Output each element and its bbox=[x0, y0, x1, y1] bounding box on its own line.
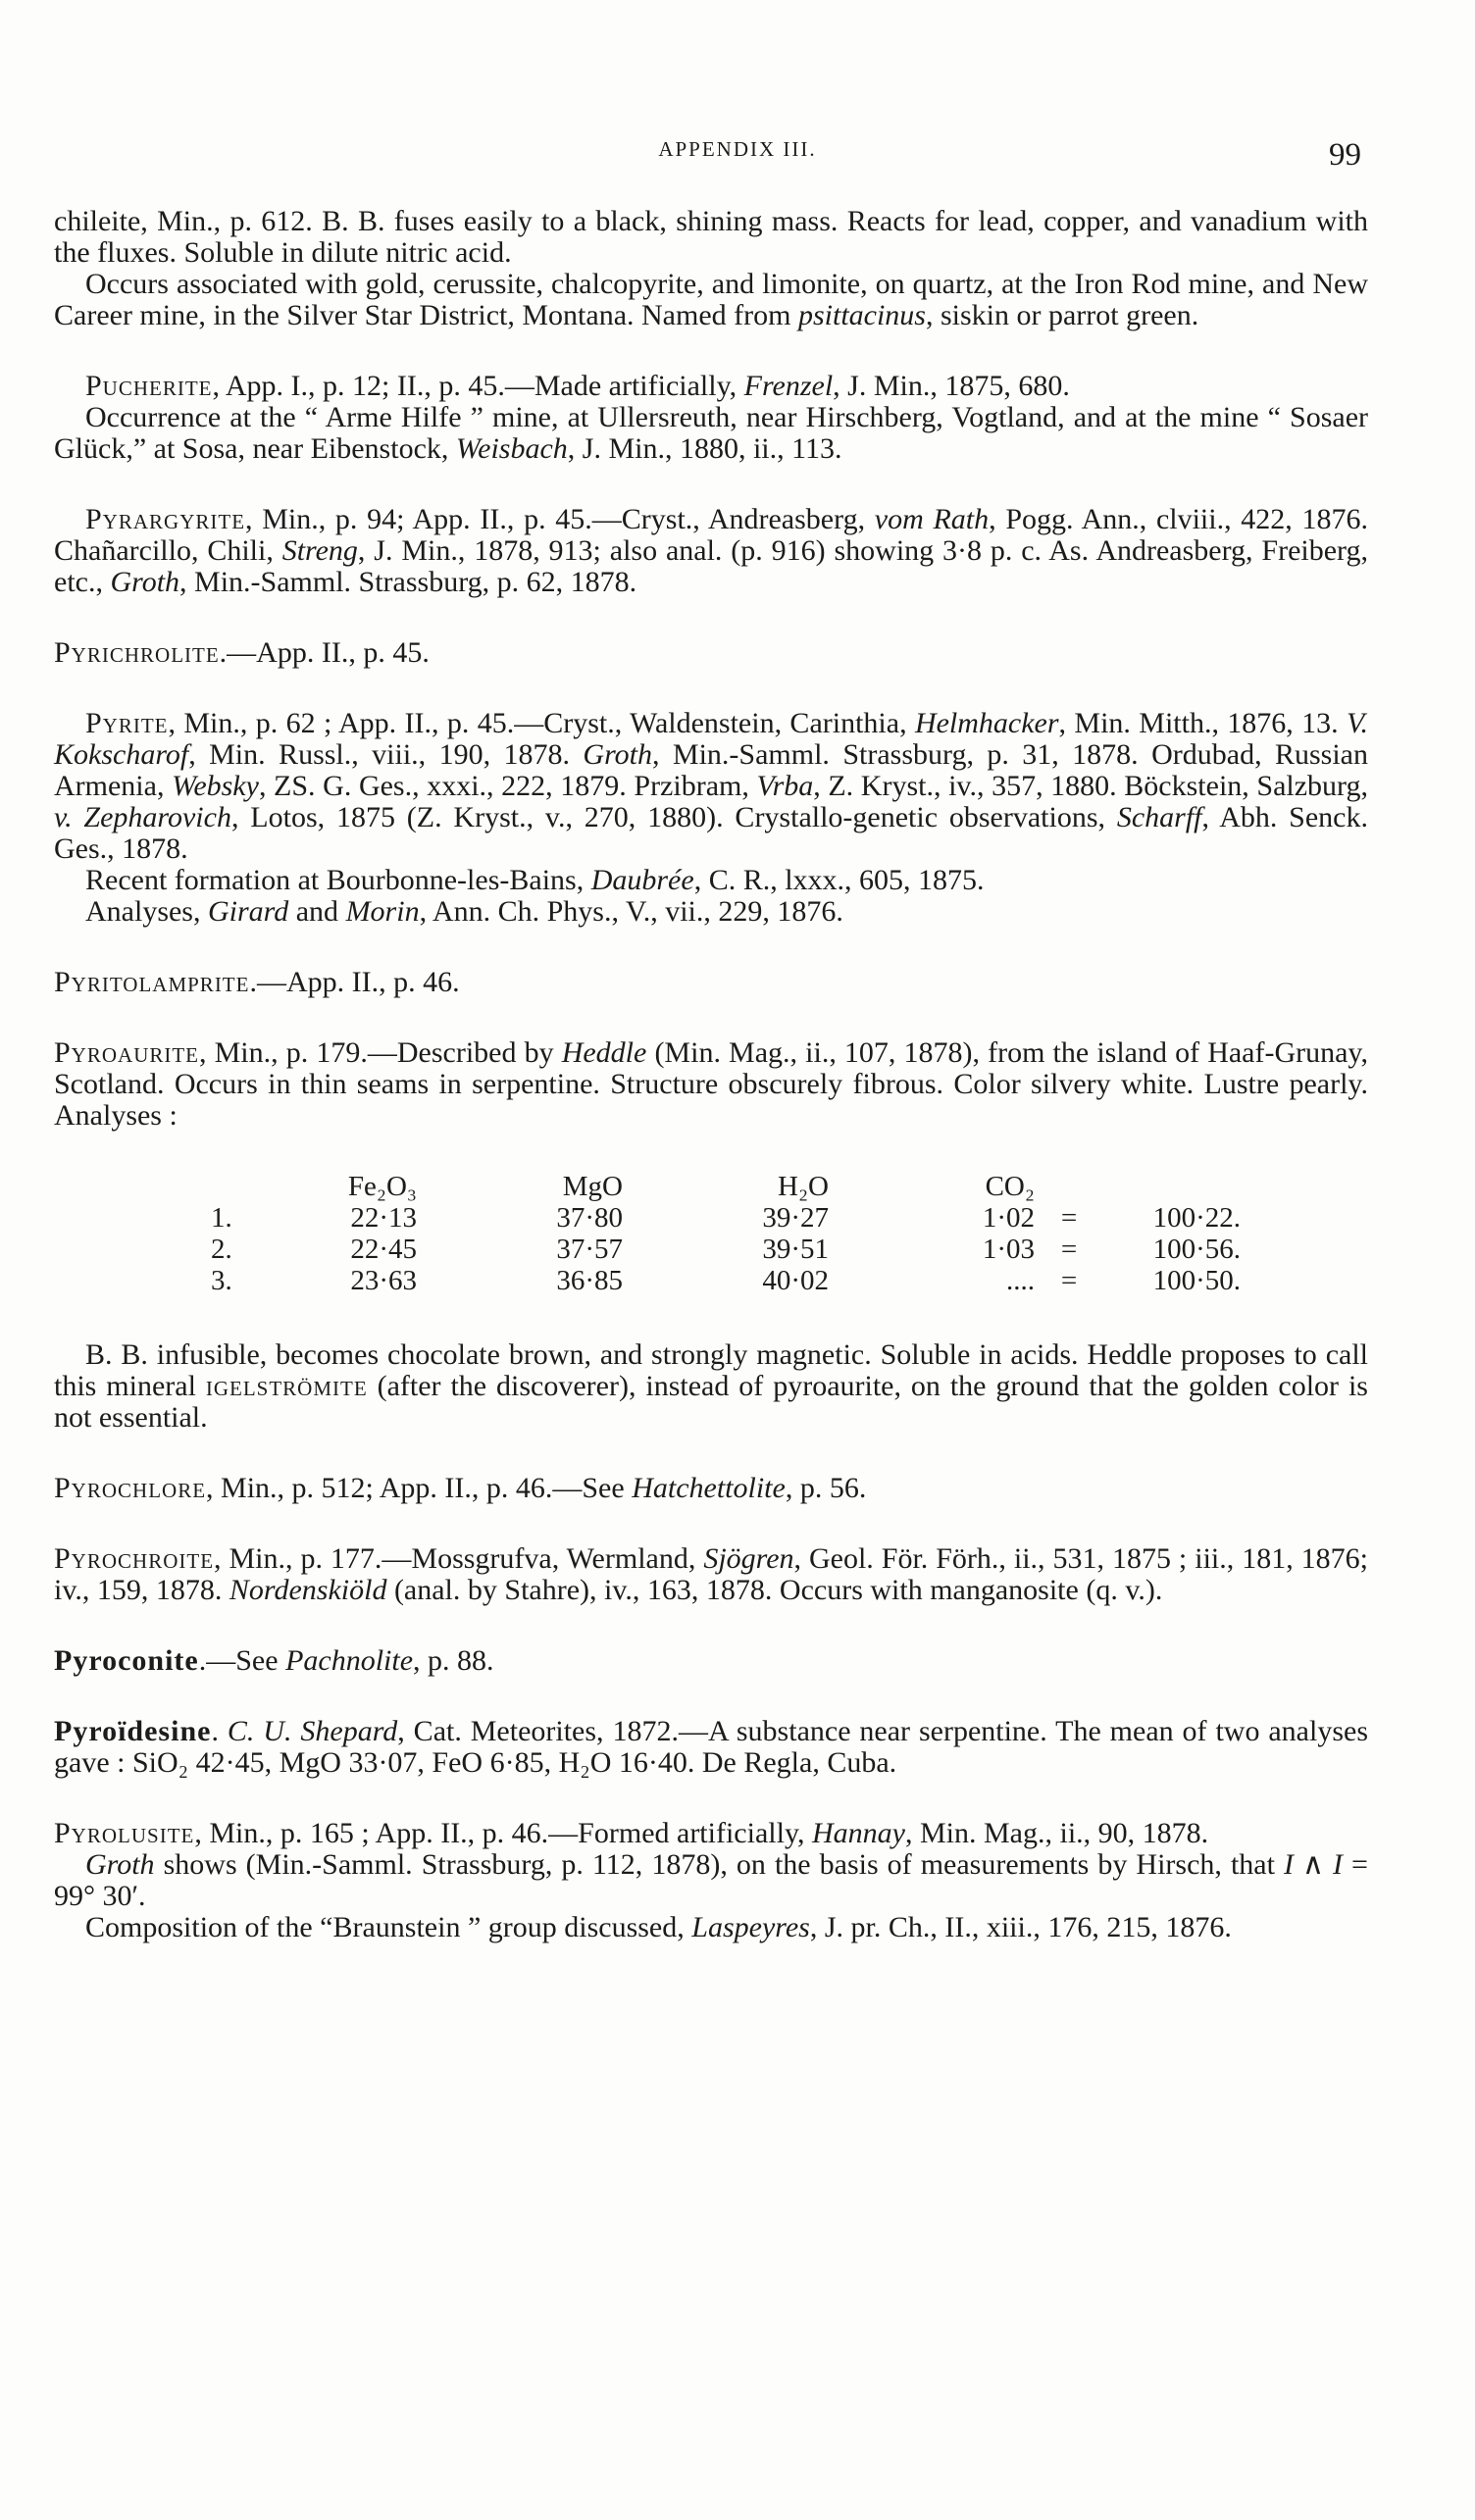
entry-pyrolusite-measurement: Groth shows (Min.-Samml. Strassburg, p. 112, 1878), on the basis of measurements by Hirsch, that I ∧ I = 99° 30′. bbox=[54, 1848, 1368, 1912]
entry-pyrochroite: Pyrochroite, Min., p. 177.—Mossgrufva, Wermland, Sjögren, Geol. För. Förh., ii., 531, 1875 ; iii., 181, 1876; iv., 159, 1878. Nordenskiöld (anal. by Stahre), iv., 163, 1878. Occurs with manganosite (q. v.). bbox=[54, 1542, 1368, 1606]
entry-continuation-occurrence: Occurs associated with gold, cerussite, chalcopyrite, and limonite, on quartz, at the Iron Rod mine, and New Career mine, in the Silver Star District, Montana. Named from psittacinus, siskin or parrot green. bbox=[54, 268, 1368, 331]
entry-pyrolusite-composition: Composition of the “Braunstein ” group discussed, Laspeyres, J. pr. Ch., II., xiii., 176, 215, 1876. bbox=[85, 1911, 1232, 1943]
entry-gap bbox=[54, 1606, 1368, 1645]
entry-pucherite-occurrence: Occurrence at the “ Arme Hilfe ” mine, at Ullersreuth, near Hirschberg, Vogtland, and at the mine “ Sosaer Glück,” at Sosa, near Eibenstock, Weisbach, J. Min., 1880, ii., 113. bbox=[54, 401, 1368, 465]
entry-pyrite-analyses: Analyses, Girard and Morin, Ann. Ch. Phys., V., vii., 229, 1876. bbox=[85, 895, 843, 928]
page-number: 99 bbox=[1329, 137, 1361, 173]
table-row: 1. 22·13 37·80 39·27 1·02 = 100·22. bbox=[211, 1202, 1241, 1234]
entry-pucherite: Pucherite, App. I., p. 12; II., p. 45.—Made artificially, Frenzel, J. Min., 1875, 680. bbox=[85, 370, 1070, 402]
analyses-table bbox=[211, 1171, 1241, 1296]
entry-gap bbox=[54, 928, 1368, 967]
column-header: Fe₂O₃ bbox=[347, 1171, 417, 1202]
entry-pyroaurite: Pyroaurite, Min., p. 179.—Described by Heddle (Min. Mag., ii., 107, 1878), from the island of Haaf-Grunay, Scotland. Occurs in thin seams in serpentine. Structure obscurely fibrous. Color silvery white. Lustre pearly. Analyses : bbox=[54, 1036, 1368, 1132]
entry-heading: Pyritolamprite bbox=[54, 966, 250, 998]
entry-gap bbox=[54, 1779, 1368, 1818]
entry-heading: Pyrite bbox=[85, 707, 169, 739]
entry-gap bbox=[54, 1504, 1368, 1543]
entry-pyrichrolite: Pyrichrolite.—App. II., p. 45. bbox=[54, 636, 430, 669]
entry-heading: Pyroïdesine bbox=[54, 1715, 212, 1747]
column-header: H₂O bbox=[778, 1171, 829, 1202]
entry-pyrite-formation: Recent formation at Bourbonne-les-Bains, Daubrée, C. R., lxxx., 605, 1875. bbox=[85, 864, 985, 896]
running-head: APPENDIX III. bbox=[658, 137, 817, 161]
column-header: MgO bbox=[562, 1171, 623, 1202]
entry-gap bbox=[54, 331, 1368, 371]
entry-gap bbox=[54, 1434, 1368, 1473]
entry-gap bbox=[54, 465, 1368, 504]
entry-pyroaurite-remarks: B. B. infusible, becomes chocolate brown, and strongly magnetic. Soluble in acids. Heddle proposes to call this mineral igelströmite (after the discoverer), instead of pyroaurite, on the ground that the golden color is not essential. bbox=[54, 1338, 1368, 1434]
entry-heading: Pyrochroite bbox=[54, 1542, 215, 1575]
body-text bbox=[54, 206, 1368, 1943]
entry-heading: Pyroaurite bbox=[54, 1036, 200, 1069]
entry-gap bbox=[54, 598, 1368, 637]
entry-heading: Pyrolusite bbox=[54, 1817, 195, 1849]
entry-gap bbox=[54, 669, 1368, 708]
table-row: 3. 23·63 36·85 40·02 .... = 100·50. bbox=[211, 1265, 1241, 1296]
table-row: 2. 22·45 37·57 39·51 1·03 = 100·56. bbox=[211, 1234, 1241, 1265]
entry-continuation: chileite, Min., p. 612. B. B. fuses easily to a black, shining mass. Reacts for lead, copper, and vanadium with the fluxes. Soluble in dilute nitric acid. bbox=[54, 205, 1368, 269]
column-header: CO₂ bbox=[985, 1171, 1035, 1202]
entry-heading: Pyrargyrite bbox=[85, 503, 246, 535]
entry-gap bbox=[54, 998, 1368, 1037]
entry-pyrochlore: Pyrochlore, Min., p. 512; App. II., p. 46.—See Hatchettolite, p. 56. bbox=[54, 1472, 867, 1504]
table-header-row bbox=[211, 1171, 1241, 1202]
entry-gap bbox=[54, 1677, 1368, 1716]
entry-pyrargyrite: Pyrargyrite, Min., p. 94; App. II., p. 45.—Cryst., Andreasberg, vom Rath, Pogg. Ann., clviii., 422, 1876. Chañarcillo, Chili, Streng, J. Min., 1878, 913; also anal. (p. 916) showing 3·8 p. c. As. Andreasberg, Freiberg, etc., Groth, Min.-Samml. Strassburg, p. 62, 1878. bbox=[54, 503, 1369, 598]
entry-heading: Pyroconite bbox=[54, 1644, 199, 1677]
entry-heading: Pucherite bbox=[85, 370, 213, 402]
entry-pyroidesine: Pyroïdesine. C. U. Shepard, Cat. Meteorites, 1872.—A substance near serpentine. The mean of two analyses gave : SiO₂ 42·45, MgO 33·07, FeO 6·85, H₂O 16·40. De Regla, Cuba. bbox=[54, 1715, 1368, 1779]
entry-pyritolamprite: Pyritolamprite.—App. II., p. 46. bbox=[54, 966, 460, 998]
entry-heading: Pyrichrolite bbox=[54, 636, 220, 669]
entry-pyrite: Pyrite, Min., p. 62 ; App. II., p. 45.—Cryst., Waldenstein, Carinthia, Helmhacker, Min. Mitth., 1876, 13. V. Kokscharof, Min. Russl., viii., 190, 1878. Groth, Min.-Samml. Strassburg, p. 31, 1878. Ordubad, Russian Armenia, Websky, ZS. G. Ges., xxxi., 222, 1879. Przibram, Vrba, Z. Kryst., iv., 357, 1880. Böckstein, Salzburg, v. Zepharovich, Lotos, 1875 (Z. Kryst., v., 270, 1880). Crystallo-genetic observations, Scharff, Abh. Senck. Ges., 1878. bbox=[54, 707, 1368, 865]
entry-pyrolusite: Pyrolusite, Min., p. 165 ; App. II., p. 46.—Formed artificially, Hannay, Min. Mag., ii., 90, 1878. bbox=[54, 1817, 1209, 1849]
entry-pyroconite: Pyroconite.—See Pachnolite, p. 88. bbox=[54, 1644, 494, 1677]
entry-heading: Pyrochlore bbox=[54, 1472, 207, 1504]
